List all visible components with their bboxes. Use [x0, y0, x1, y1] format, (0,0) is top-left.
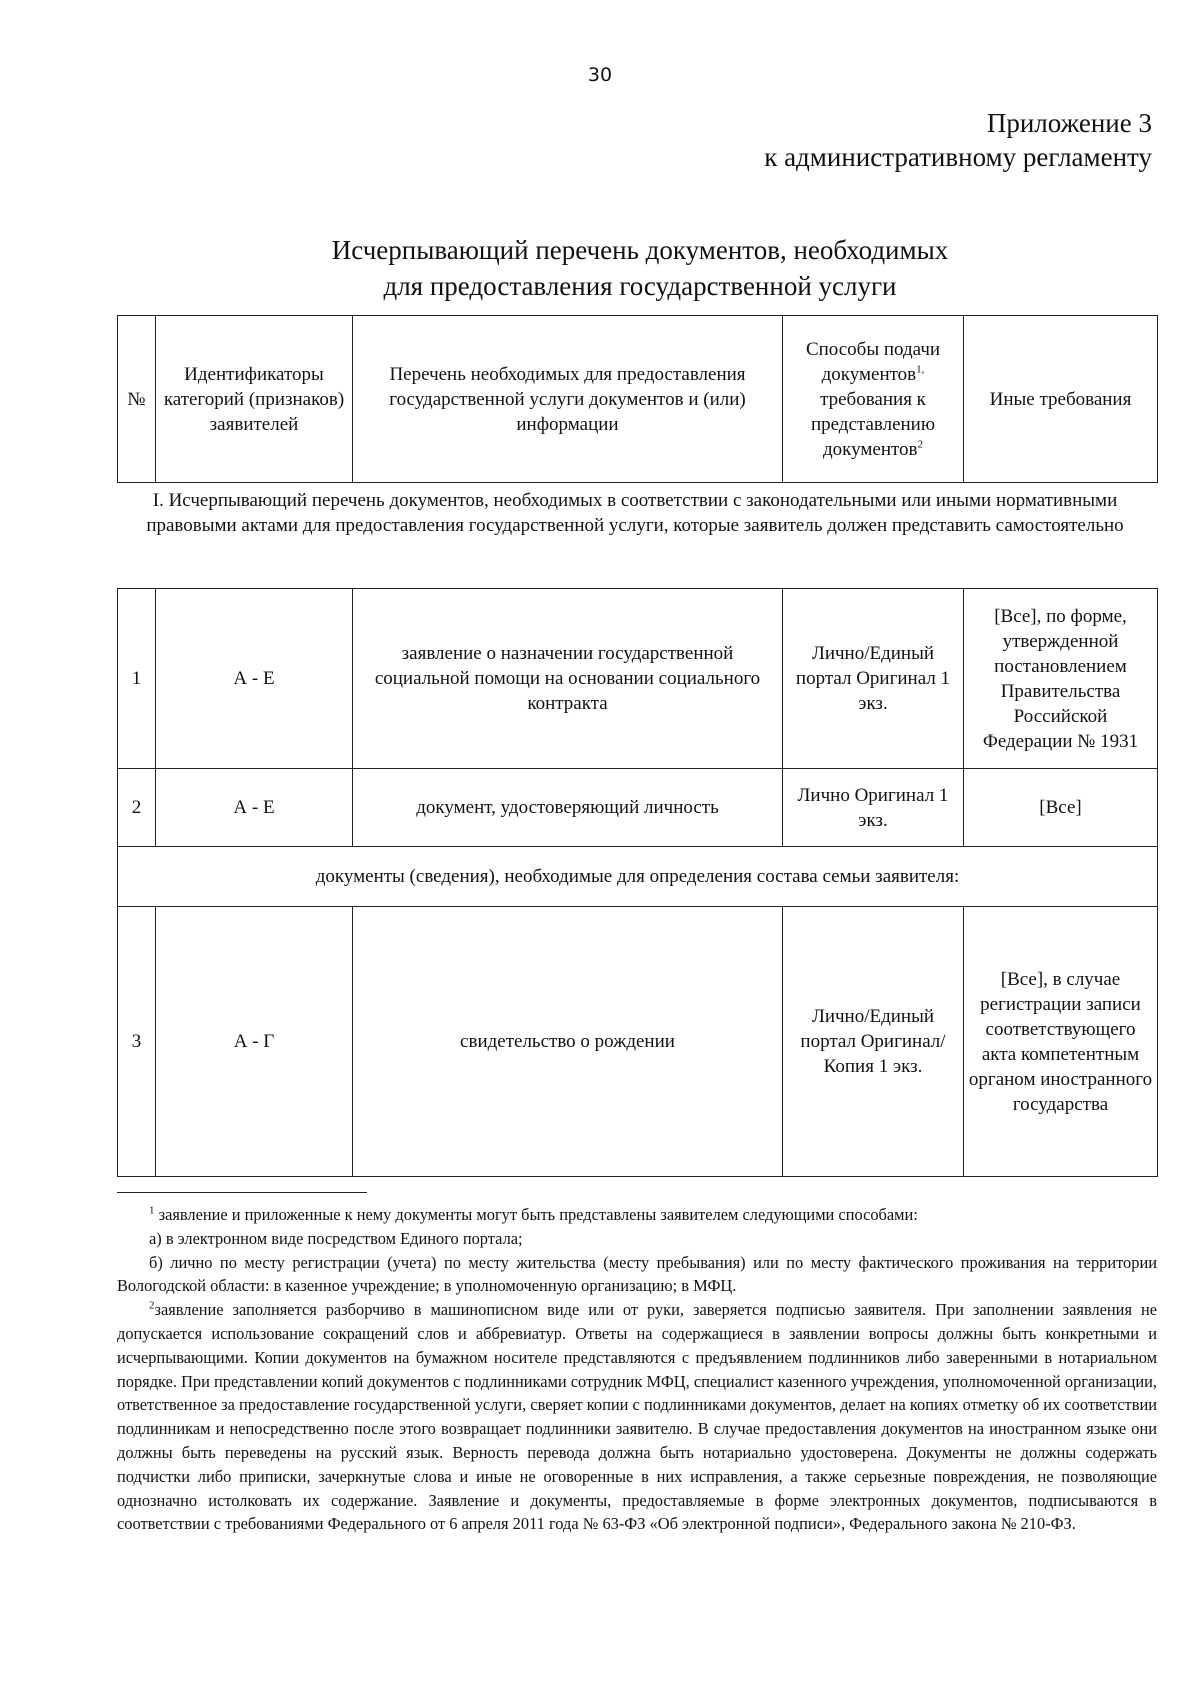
footnote-1-item-a: а) в электронном виде посредством Единого портала;	[149, 1228, 523, 1248]
footnote-2-mark: 2	[149, 1299, 155, 1312]
title-line-2: для предоставления государственной услуги	[383, 271, 897, 301]
documents-table	[117, 588, 1158, 1177]
footnote-ref-2: 2	[917, 438, 924, 451]
header-methods-b: требования к представлению документов	[810, 388, 936, 460]
header-num: №	[118, 316, 156, 483]
header-table	[117, 315, 1158, 483]
table-row	[118, 589, 1158, 769]
footnote-1	[117, 1203, 1157, 1227]
section-heading: I. Исчерпывающий перечень документов, необходимых в соответствии с законодательными или иными нормативными правовыми актами для предоставления государственной услуги, которые заявитель должен представить самостоятельно	[146, 490, 1124, 536]
row-category: А - Г	[156, 907, 353, 1177]
row-num: 2	[118, 769, 156, 847]
row-method: Лично/Единый портал Оригинал/Копия 1 экз.	[783, 907, 964, 1177]
header-identifiers: Идентификаторы категорий (признаков) заявителей	[156, 316, 353, 483]
row-other: [Все], по форме, утвержденной постановлением Правительства Российской Федерации № 1931	[964, 589, 1158, 769]
row-method: Лично/Единый портал Оригинал 1 экз.	[783, 589, 964, 769]
footnote-1-mark: 1	[149, 1204, 155, 1217]
row-document: документ, удостоверяющий личность	[353, 769, 783, 847]
header-other: Иные требования	[964, 316, 1158, 483]
footnote-ref-1: 1,	[916, 363, 925, 376]
header-methods-a: Способы подачи документов	[805, 338, 941, 385]
document-title	[120, 232, 1160, 304]
row-num: 3	[118, 907, 156, 1177]
footnote-1-item-b: б) лично по месту регистрации (учета) по месту жительства (месту пребывания) или по месту фактического проживания на территории Вологодской области: в казенное учреждение; в уполномоченную организацию; в МФЦ.	[117, 1252, 1157, 1296]
footnote-2-text: заявление заполняется разборчиво в машинописном виде или от руки, заверяется подписью заявителя. При заполнении заявления не допускается использование сокращений слов и аббревиатур. Ответы на содержащиеся в заявлении вопросы должны быть конкретными и исчерпывающими. Копии документов на бумажном носителе представляются с предъявлением подлинников либо заверенными в нотариальном порядке. При представлении копий документов с подлинниками сотрудник МФЦ, специалист казенного учреждения, уполномоченной организации, ответственное за предоставление государственной услуги, сверяет копии с подлинниками документов, делает на копиях отметку об их соответствии подлинникам и непосредственно после этого возвращает подлинники заявителю. В случае предоставления документов на иностранном языке они должны быть переведены на русский язык. Верность перевода должна быть нотариально удостоверена. Документы не должны содержать подчистки либо приписки, зачеркнутые слова и иные не оговоренные в них исправления, а также серьезные повреждения, не позволяющие однозначно истолковать их содержание. Заявление и документы, предоставляемые в форме электронных документов, подписываются в соответствии с требованиями Федерального от 6 апреля 2011 года № 63-ФЗ «Об электронной подписи», Федерального закона № 210-ФЗ.	[117, 1300, 1157, 1534]
row-num: 1	[118, 589, 156, 769]
subheader-row	[118, 847, 1158, 907]
header-documents: Перечень необходимых для предоставления государственной услуги документов и (или) информации	[353, 316, 783, 483]
row-document: свидетельство о рождении	[353, 907, 783, 1177]
table-row	[118, 907, 1158, 1177]
appendix-line-1: Приложение 3	[986, 108, 1152, 138]
row-method: Лично Оригинал 1 экз.	[783, 769, 964, 847]
page-number: 30	[587, 64, 613, 86]
footnote-2	[117, 1298, 1157, 1536]
row-category: А - Е	[156, 769, 353, 847]
footnotes	[117, 1203, 1157, 1536]
footnote-separator	[117, 1192, 367, 1193]
header-methods	[783, 316, 964, 483]
row-other: [Все]	[964, 769, 1158, 847]
family-subheader: документы (сведения), необходимые для определения состава семьи заявителя:	[118, 847, 1158, 907]
header-row	[118, 316, 1158, 483]
footnote-1-text: заявление и приложенные к нему документы могут быть представлены заявителем следующими способами:	[154, 1205, 918, 1224]
row-document: заявление о назначении государственной социальной помощи на основании социального контракта	[353, 589, 783, 769]
row-category: А - Е	[156, 589, 353, 769]
appendix-caption	[764, 106, 1152, 174]
appendix-line-2: к административному регламенту	[764, 142, 1152, 172]
row-other: [Все], в случае регистрации записи соответствующего акта компетентным органом иностранного государства	[964, 907, 1158, 1177]
table-row	[118, 769, 1158, 847]
title-line-1: Исчерпывающий перечень документов, необходимых	[331, 235, 949, 265]
